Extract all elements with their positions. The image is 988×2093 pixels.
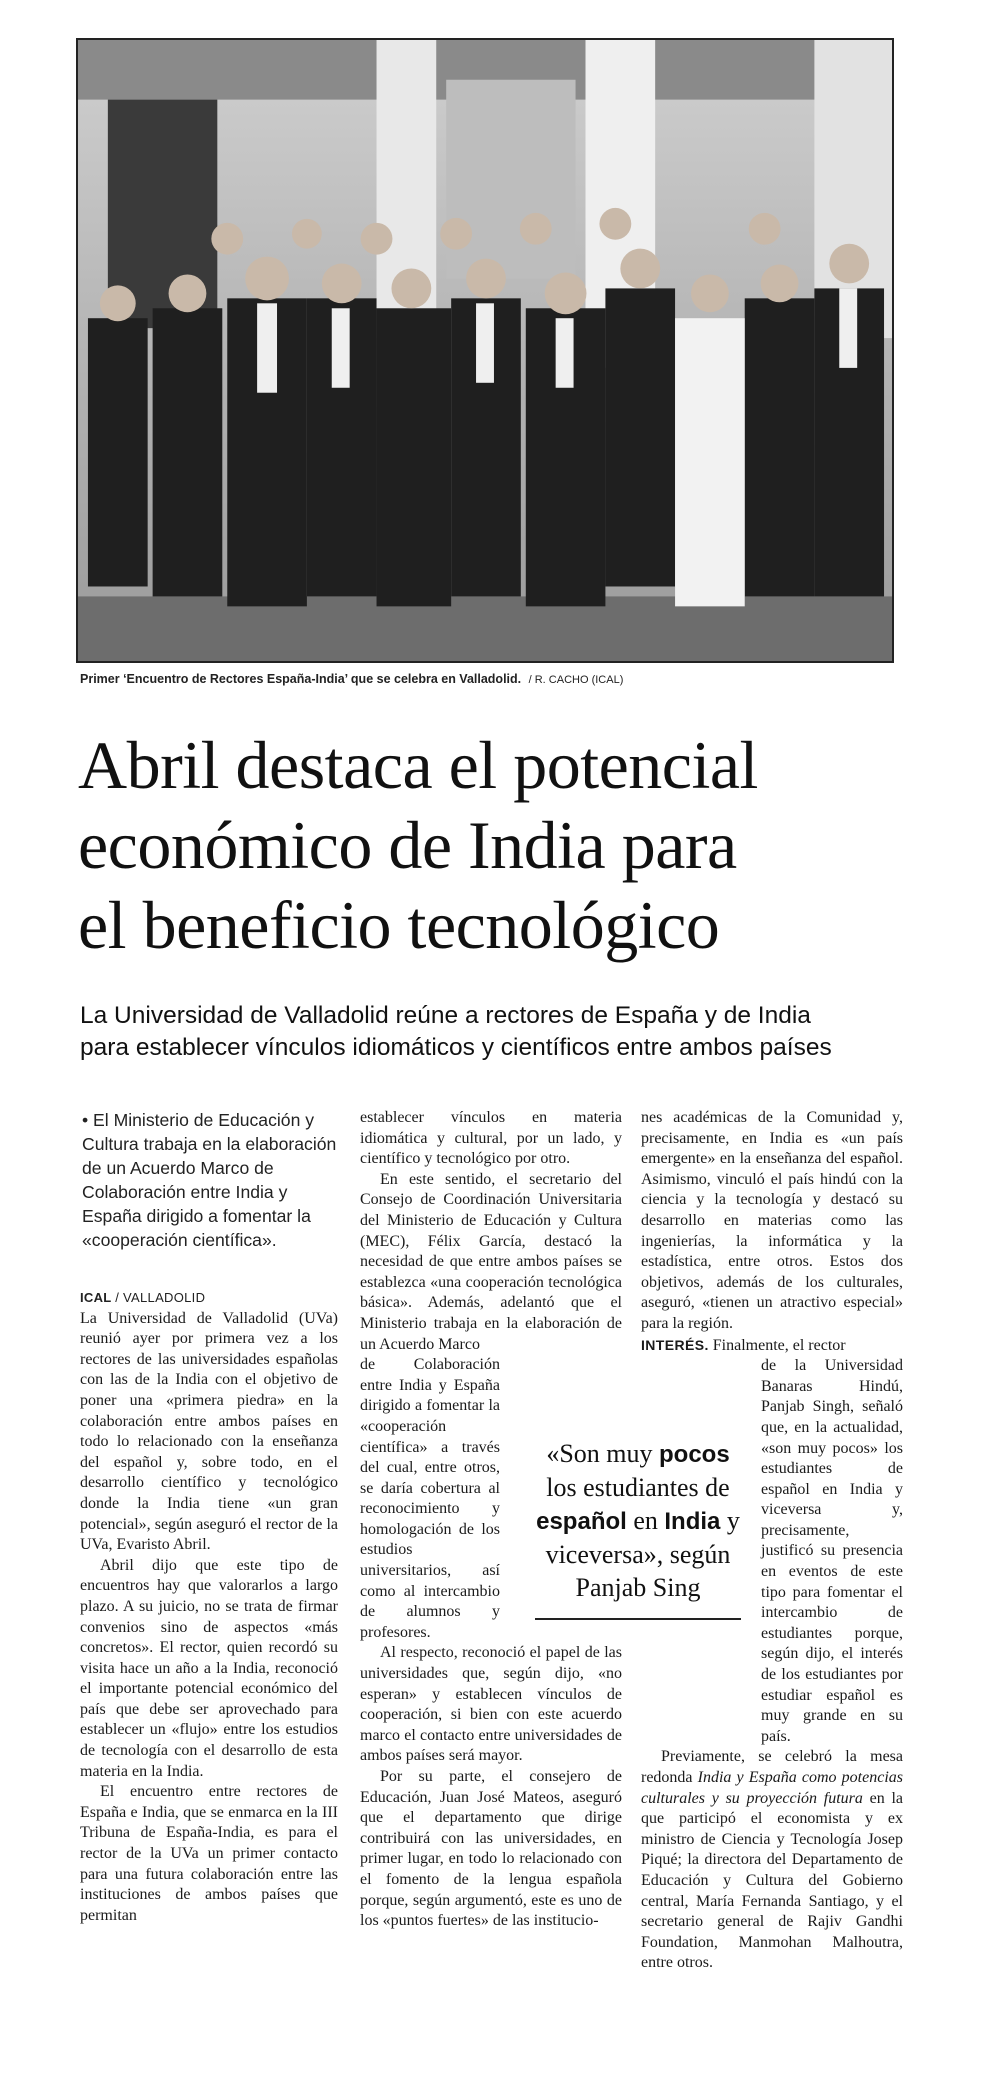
byline-place: / VALLADOLID xyxy=(115,1290,206,1305)
headline xyxy=(78,725,918,965)
paragraph-end: en la que participó el economista y ex ministro de Ciencia y Tecnología Josep Piqué; la directora del Departamento de Educación y Cultura del Gobierno central, María Fernanda Santiago, y el secretario general de Rajiv Gandhi Foundation, Manmohan Malhoutra, entre otros. xyxy=(641,1789,904,1972)
quote-emphasis: español xyxy=(536,1508,627,1535)
paragraph: Por su parte, el consejero de Educación, Juan José Mateos, aseguró que el departamento que dirige contribuirá con las universidades, en primer lugar, en todo lo relacionado con el fomento de la lengua española porque, según argumentó, este es uno de los «puntos fuertes» de las institucio- xyxy=(360,1768,622,1930)
headline-line: económico de India para xyxy=(78,807,737,883)
paragraph: En este sentido, el secretario del Consejo de Coordinación Universitaria del Ministerio de Educación y Cultura (MEC), Félix García, destacó la necesidad de que entre ambos países se establezca «una cooperación tecnológica básica». Además, adelantó que el Ministerio trabaja en la elaboración de un Acuerdo Marco xyxy=(360,1170,622,1353)
byline-agency: ICAL xyxy=(80,1290,112,1305)
subheadline-line: para establecer vínculos idiomáticos y científicos entre ambos países xyxy=(80,1034,832,1061)
summary-bullet: • El Ministerio de Educación y Cultura trabaja en la elaboración de un Acuerdo Marco de Colaboración entre India y España dirigido a fomentar la «cooperación científica». xyxy=(82,1110,337,1250)
photo-caption xyxy=(80,672,900,686)
quote-emphasis: India xyxy=(664,1508,721,1535)
quote-text: y viceversa», según Panjab Sing xyxy=(545,1506,740,1602)
pull-quote xyxy=(535,1437,741,1620)
subheadline-line: La Universidad de Valladolid reúne a rectores de España y de India xyxy=(80,1002,811,1029)
paragraph: Al respecto, reconoció el papel de las universidades que, según dijo, «no esperan» y establecen vínculos de cooperación, si bien con este acuerdo marco el contacto entre universidades de ambos países será mayor. xyxy=(360,1644,622,1765)
subheadline xyxy=(80,1000,940,1064)
paragraph: de la Universidad Banaras Hindú, Panjab Singh, señaló que, en la actualidad, «son muy pocos» los estudiantes de español en India y viceversa y, precisamente, justificó su presencia en eventos de este tipo para fomentar el intercambio de estudiantes porque, según dijo, el interés de los estudiantes por estudiar español es muy grande en su país. xyxy=(761,1357,903,1745)
paragraph: El encuentro entre rectores de España e India, que se enmarca en la III Tribuna de España-India, es para el rector de la UVa un primer contacto para una futura colaboración entre las instituciones de ambos países que permitan xyxy=(80,1783,338,1924)
event-title: India y España como potencias culturales y su proyección futura xyxy=(641,1769,903,1807)
paragraph: nes académicas de la Comunidad y, precisamente, en India es «un país emergente» en la enseñanza del español. Asimismo, vinculó el país hindú con la ciencia y la tecnología y destacó su desarrollo en materias como las ingenierías, la informática y la estadística, entre otros. Estos dos objetivos, además de los culturales, aseguró, «tienen un atractivo especial» para la región. xyxy=(641,1109,903,1332)
article-column-1 xyxy=(80,1108,338,1926)
caption-text: Primer ‘Encuentro de Rectores España-India’ que se celebra en Valladolid. xyxy=(80,672,522,686)
quote-text: en xyxy=(633,1506,658,1535)
byline xyxy=(80,1288,338,1309)
paragraph xyxy=(641,1747,903,1974)
paragraph: de Colaboración entre India y España dirigido a fomentar la «cooperación científica» a través del cual, entre otros, se daría cobertura al reconocimiento y homologación de los estudios universitarios, así como al intercambio de alumnos y profesores. xyxy=(360,1356,500,1641)
quote-text: «Son muy xyxy=(546,1439,653,1468)
paragraph: establecer vínculos en materia idiomática y cultural, por un lado, y científico y tecnológico por otro. xyxy=(360,1109,622,1168)
news-photo xyxy=(76,38,894,663)
photo-credit: / R. CACHO (ICAL) xyxy=(528,674,624,686)
quote-emphasis: pocos xyxy=(659,1441,730,1468)
paragraph xyxy=(641,1335,903,1357)
paragraph-start: Previamente, se celebró la mesa redonda xyxy=(641,1748,903,1786)
paragraph: La Universidad de Valladolid (UVa) reunió ayer por primera vez a los rectores de las universidades españolas con las de la India con el objetivo de poner una «primera piedra» en la colaboración entre ambos países en todo lo relacionado con la enseñanza del español y, sobre todo, en el desarrollo científico y tecnológico donde la India tiene «un gran potencial», según aseguró el rector de la UVa, Evaristo Abril. xyxy=(80,1309,338,1554)
paragraph: Abril dijo que este tipo de encuentros hay que valorarlos a largo plazo. A su juicio, no se trata de firmar convenios sino de aspectos «más concretos». El rector, quien recordó su visita hace un año a la India, reconoció el importante potencial económico del país que debe ser aprovechado para establecer un «flujo» entre los estudios de tecnología con el desarrollo de esta materia en la India. xyxy=(80,1556,338,1780)
headline-line: Abril destaca el potencial xyxy=(78,727,758,803)
section-lead: INTERÉS. xyxy=(641,1336,709,1353)
paragraph-start: Finalmente, el rector xyxy=(712,1336,846,1354)
quote-text: los estudiantes de xyxy=(546,1473,730,1502)
group-photo-illustration xyxy=(78,40,892,661)
headline-line: el beneficio tecnológico xyxy=(78,887,720,963)
